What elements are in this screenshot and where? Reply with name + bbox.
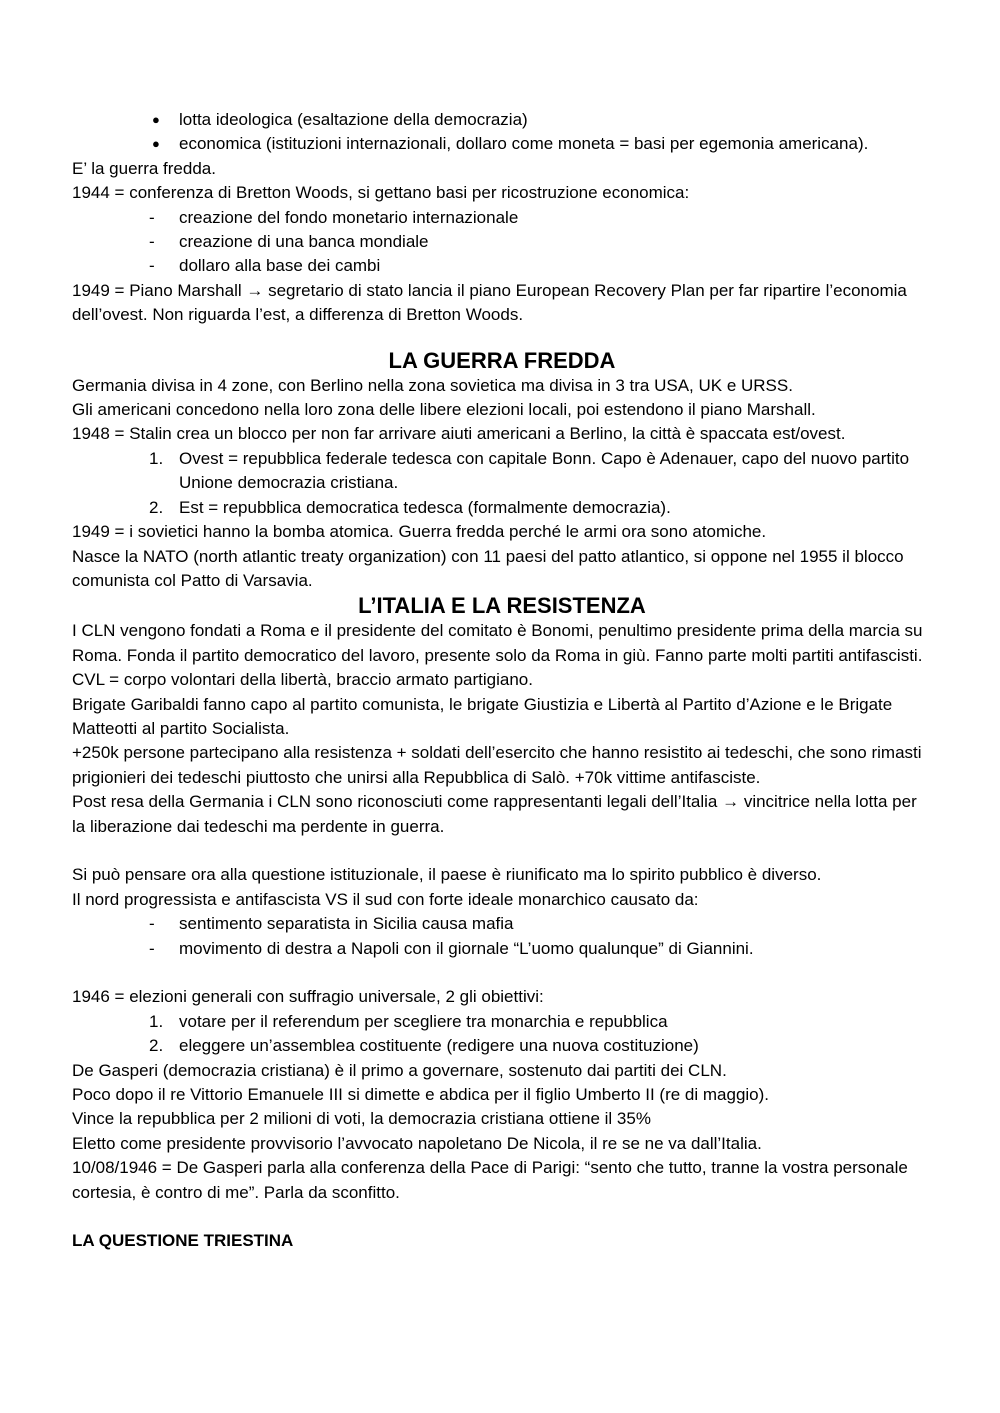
numbered-text: Ovest = repubblica federale tedesca con capitale Bonn. Capo è Adenauer, capo del nuovo partito Unione democrazia cristiana. <box>179 448 910 493</box>
dash-item <box>72 912 932 936</box>
dash-marker: - <box>149 256 155 276</box>
paragraph: Eletto come presidente provvisorio l’avvocato napoletano De Nicola, il re se ne va dall’Italia. <box>72 1133 762 1153</box>
paragraph: Si può pensare ora alla questione istituzionale, il paese è riunificato ma lo spirito pubblico è diverso. <box>72 865 822 885</box>
bullet-text: lotta ideologica (esaltazione della democrazia) <box>179 110 528 129</box>
bullet-text: economica (istituzioni internazionali, dollaro come moneta = basi per egemonia americana). <box>179 134 869 154</box>
paragraph: Germania divisa in 4 zone, con Berlino nella zona sovietica ma divisa in 3 tra USA, UK e URSS. <box>72 375 793 395</box>
blank-line <box>72 961 932 985</box>
numbered-text: Est = repubblica democratica tedesca (formalmente democrazia). <box>179 497 671 517</box>
number-marker: 2. <box>149 497 164 517</box>
bullet-marker: ● <box>152 136 160 152</box>
document-page <box>72 108 932 1254</box>
paragraph: 1944 = conferenza di Bretton Woods, si gettano basi per ricostruzione economica: <box>72 183 690 203</box>
dash-marker: - <box>149 207 155 227</box>
blank-line <box>72 1205 932 1229</box>
paragraph: +250k persone partecipano alla resistenza + soldati dell’esercito che hanno resistito ai tedeschi, che sono rimasti prigionieri dei tedeschi piuttosto che unirsi alla Repubblica di Salò. +70k vittime antifasciste. <box>72 743 922 787</box>
paragraph: E’ la guerra fredda. <box>72 158 216 178</box>
paragraph: 1948 = Stalin crea un blocco per non far arrivare aiuti americani a Berlino, la città è spaccata est/ovest. <box>72 424 846 444</box>
paragraph: CVL = corpo volontari della libertà, braccio armato partigiano. <box>72 670 533 690</box>
paragraph: 1946 = elezioni generali con suffragio universale, 2 gli obiettivi: <box>72 987 544 1007</box>
number-marker: 2. <box>149 1036 164 1056</box>
numbered-item <box>72 1034 932 1058</box>
dash-text: sentimento separatista in Sicilia causa mafia <box>179 914 514 934</box>
section-subtitle: LA QUESTIONE TRIESTINA <box>72 1231 294 1251</box>
paragraph: I CLN vengono fondati a Roma e il presidente del comitato è Bonomi, penultimo presidente prima della marcia su Roma. Fonda il partito democratico del lavoro, presente solo da Roma in giù. Fanno parte molti partiti antifascisti. <box>72 621 923 665</box>
dash-marker: - <box>149 938 155 958</box>
number-marker: 1. <box>149 448 164 468</box>
numbered-text: eleggere un’assemblea costituente (redigere una nuova costituzione) <box>179 1036 699 1056</box>
paragraph: Poco dopo il re Vittorio Emanuele III si dimette e abdica per il figlio Umberto II (re di maggio). <box>72 1085 770 1104</box>
bullet-item <box>72 132 932 156</box>
dash-text: dollaro alla base dei cambi <box>179 256 381 276</box>
numbered-item <box>72 496 932 520</box>
section-title: LA GUERRA FREDDA <box>388 347 616 373</box>
bullet-item <box>72 108 932 132</box>
paragraph: 1949 = i sovietici hanno la bomba atomica. Guerra fredda perché le armi ora sono atomiche. <box>72 522 767 542</box>
numbered-item <box>72 447 932 496</box>
dash-text: creazione del fondo monetario internazionale <box>179 207 519 227</box>
paragraph: Brigate Garibaldi fanno capo al partito comunista, le brigate Giustizia e Libertà al Partito d’Azione e le Brigate Matteotti al partito Socialista. <box>72 694 893 738</box>
section-title: L’ITALIA E LA RESISTENZA <box>358 593 646 619</box>
dash-text: movimento di destra a Napoli con il giornale “L’uomo qualunque” di Giannini. <box>179 938 754 958</box>
paragraph: De Gasperi (democrazia cristiana) è il primo a governare, sostenuto dai partiti dei CLN. <box>72 1060 727 1080</box>
paragraph: Vince la repubblica per 2 milioni di voti, la democrazia cristiana ottiene il 35% <box>72 1109 651 1129</box>
bullet-marker: ● <box>152 112 160 127</box>
numbered-text: votare per il referendum per scegliere tra monarchia e repubblica <box>179 1011 668 1031</box>
dash-item <box>72 254 932 278</box>
paragraph: Gli americani concedono nella loro zona delle libere elezioni locali, poi estendono il piano Marshall. <box>72 400 816 420</box>
paragraph: 1949 = Piano Marshall → segretario di stato lancia il piano European Recovery Plan per far ripartire l’economia dell’ovest. Non riguarda l’est, a differenza di Bretton Woods. <box>72 280 907 325</box>
paragraph: Nasce la NATO (north atlantic treaty organization) con 11 paesi del patto atlantico, si oppone nel 1955 il blocco comunista col Patto di Varsavia. <box>72 546 904 590</box>
paragraph: Il nord progressista e antifascista VS il sud con forte ideale monarchico causato da: <box>72 889 699 909</box>
numbered-item <box>72 1010 932 1034</box>
paragraph: 10/08/1946 = De Gasperi parla alla conferenza della Pace di Parigi: “sento che tutto, tranne la vostra personale cortesia, è contro di me”. Parla da sconfitto. <box>72 1158 908 1202</box>
dash-item <box>72 230 932 254</box>
dash-item <box>72 206 932 230</box>
dash-marker: - <box>149 232 155 252</box>
paragraph: Post resa della Germania i CLN sono riconosciuti come rappresentanti legali dell’Italia → vincitrice nella lotta per la liberazione dai tedeschi ma perdente in guerra. <box>72 792 917 836</box>
dash-text: creazione di una banca mondiale <box>179 232 429 252</box>
blank-line <box>72 839 932 863</box>
number-marker: 1. <box>149 1011 164 1031</box>
dash-item <box>72 937 932 961</box>
dash-marker: - <box>149 914 155 934</box>
